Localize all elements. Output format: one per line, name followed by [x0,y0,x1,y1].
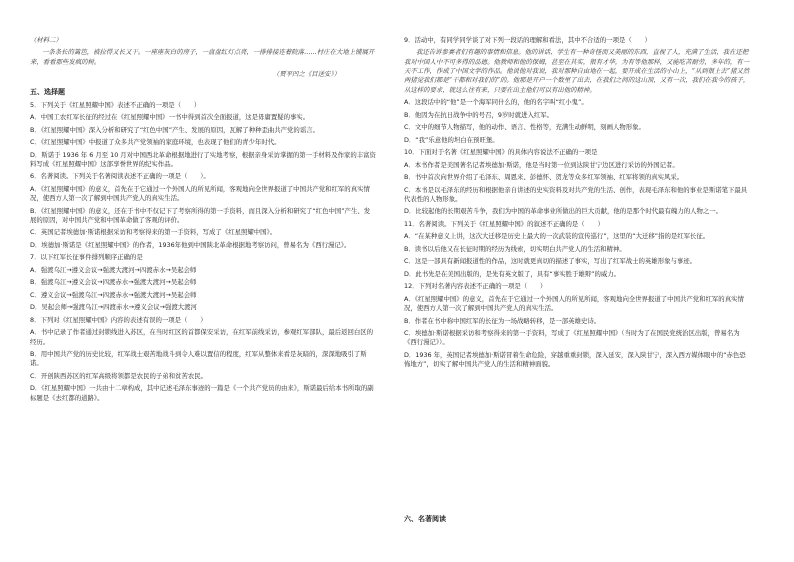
question-5: 5．下列关于《红星照耀中国》表述不正确的一项是（ ） [30,100,201,109]
q11-option-b: B．读书以后他又在长征时期的经历为线索，切实明白共产党人的生活和精神。 [404,244,626,253]
material-label: （材料二） [30,36,62,44]
q7-option-c: C．遵义会议→强渡乌江→四渡赤水→强渡大渡河→吴起会师 [30,290,197,299]
section-title-reading: 六、名著阅读 [404,515,446,523]
q5-option-c: C．《红星照耀中国》中报道了众多共产党领袖的家庭环境，也表现了他们的青少年时代。 [30,138,281,147]
q6-option-a: A．《红星照耀中国》的意义，首先在于它通过一个外国人的所见所闻，客观地向全世界报道了中国共产党和红军的真实情况，使西方人第一次了解到中国共产党人的真实生活。 [30,184,370,203]
q5-option-d: D．斯诺于 1936 年 6 月至 10 月对中国西北革命根据地进行了实地考察，根据亲身采访掌握的第一手材料及作家的丰富资料写成《红星照耀中国》这部享誉世界的纪实作品。 [30,150,376,168]
q8-option-c: C．开创陕西苏区的红军高级将领都是农民的子弟和贫苦农民。 [30,371,208,380]
q12-option-b: B．作者在书中称中国红军的长征为一场战略转移，是一部英雄史诗。 [404,316,601,325]
q9-option-b: B．他因为在抗日战争中的号召，9岁时就进入红军。 [404,110,554,119]
right-column [404,36,750,373]
q12-option-c: C．埃德加·斯诺根据采访和考察得来的第一手资料，写成了《红星照耀中国》（当时为了在国民党统治区出版，曾易名为《西行漫记》）。 [404,328,740,347]
question-6: 6．名著阅读。下列关于名著阅读表述不正确的一项是（ ）。 [30,172,210,181]
q9-passage: 我还告诉参赛者们有趣的事情和信息。他的讲话、学生有一种奇怪而又美丽的东西，直视了人，充满了生活，我在还把我对中国人中不可多得的品德。他教师和他的保姆，甚至在其实，很有才华，为有等他那样，又能吃苦耐劳，多年的，有一天不工作，作成了中国文学的作品。他说他对我说，我对那种自由地在一起，要开成在生活的小山上，“从到很上去”猪又然两猪觉我们都是“干都和对我们的”的。他那是开户一个数里了出去，在我们之间的这山顶，又有一次，我们在我今的孩子，从这样的要求，就这么往有来，只要在出主他们可以有出他的精神。 [404,48,750,94]
material-text: 一条条长的篱笆，被拉得又长又干。一座座灰白的房子，一盘盘红灯点亮，一排排接连着院落……村庄在大地上铺展开来，看看那些发疯的树。 [30,48,375,66]
q12-option-a: A．《红星照耀中国》的意义，首先在于它通过一个外国人的所见所闻，客观地向全世界报道了中国共产党和红军的真实情况，使西方人第一次了解到中国共产党人的真实生活。 [404,294,744,313]
section-title-choice: 五、选择题 [30,87,65,96]
q8-option-d: D．《红星照耀中国》一共由十二章构成，其中记述毛泽东事迹的一篇是《一个共产党员的由来》，斯诺最后给本书所取的副标题是《去红都的道路》。 [30,384,374,402]
q6-option-c: C．英国记者埃德加·斯诺根据采访和考察得来的第一手资料，写成了《红星照耀中国》。 [30,228,277,237]
question-7: 7．以下红军长征事件排列顺序正确的是 [30,253,143,262]
left-column [30,36,376,406]
q7-option-a: A．强渡乌江→遵义会议→强渡大渡河→四渡赤水→吴起会师 [30,265,197,274]
q11-option-c: C．这是一部具有新闻报道性的作品，这时就更真切的描述了事实，写出了红军战士的英雄形象与事迹。 [404,257,697,266]
q10-option-c: C．本书是以毛泽东的经历和根据他亲自讲述的史实资料及对共产党的生活、创作，表现毛泽东和他的事业是斯诺笔下最具代表性的人物形象。 [404,185,748,203]
q6-option-b: B．《红星照耀中国》的意义，还在于书中不仅记下了考察所得的第一手资料，而且深入分析和研究了“红色中国”产生、发展的原因，对中国共产党和中国革命做了客观的评价。 [30,206,371,224]
q8-option-a: A．书中记录了作者通过封锁线进入苏区，在当时红区的首都保安采访，在红军前线采访，参观红军部队，最后返回白区的经历。 [30,328,374,346]
q11-option-d: D．此书先是在美国出版的，是先有英文版了，具有“事实胜于雄辩”的威力。 [404,269,621,278]
q8-option-b: B．用中国共产党的历史比较，红军战士艰苦地战斗到令人难以置信的程度，红军从整体来看是灰暗的，深深地吸引了斯诺。 [30,349,367,368]
question-8: 8．下列对《红星照耀中国》内容的表述有误的一项是（ ） [30,315,207,324]
q7-option-b: B．强渡乌江→遵义会议→四渡赤水→强渡大渡河→吴起会师 [30,278,197,287]
question-10: 10．下面对于名著《红星照耀中国》的具体内容说法不正确的一项是 [404,148,598,157]
material-source: （贾平凹之《目送安》） [272,70,340,79]
q5-option-b: B．《红星照耀中国》深入分析和研究了“红色中国”产生、发展的原因，瓦解了种种歪曲共产党的谣言。 [30,125,319,134]
q9-option-d: D．“我”乐意他的坦白在预旺堡。 [404,135,499,144]
q9-option-c: C．文中的细节人物描写，他的动作、语言、性格等，充满生动鲜明，刻画人物形象。 [404,123,645,132]
q10-option-a: A．本书作者是美国著名记者埃德加·斯诺，他是当时第一位到达陕甘宁边区进行采访的外国记者。 [404,160,679,169]
q6-option-d: D．埃德加·斯诺是《红星照耀中国》的作者，1936年他到中国陕北革命根据地考察访问，曾易名为《西行漫记》。 [30,240,351,249]
q9-option-a: A．这段话中的“他”是一个海军同什么的，他的名字叫“红小鬼”。 [404,98,588,107]
q11-option-a: A．“在某种意义上讲，这次大迁移是历史上最大的一次武装的宣传巡行”，这里的“大迁移”指的是红军长征。 [404,232,710,241]
question-12: 12．下列对名著内容表述不正确的一项是（ ） [404,282,547,291]
question-9: 9．活动中，有同学同学谈了对下列一段话的理解和看法，其中不合适的一项是（ ） [404,36,651,44]
q10-option-b: B．书中首次向世界介绍了毛泽东、周恩来、彭德怀、贺龙等众多红军领袖、红军将领的真实风采。 [404,173,684,182]
q5-option-a: A．中国工农红军长征的经过在《红星照耀中国》一书中得到首次全面报道，这是毋庸置疑的事实。 [30,113,310,122]
q10-option-d: D．比较起他的长期艰苦斗争，我们为中国的革命事业所做出的巨大贡献，他的是那个时代最有魄力的人物之一。 [404,207,723,216]
q12-option-d: D．1936 年，英国记者埃德加·斯诺冒着生命危险，穿越重重封锁，深入延安，深入陕甘宁，深入西方媒体眼中的“赤色恐怖地方”，切实了解中国共产党人的生活和精神面貌。 [404,350,746,369]
question-11: 11．名著阅读。下列关于《红星照耀中国》的叙述不正确的是（ ） [404,219,604,228]
q7-option-d: D．吴起会师→强渡乌江→四渡赤水→遵义会议→强渡大渡河 [30,303,197,312]
